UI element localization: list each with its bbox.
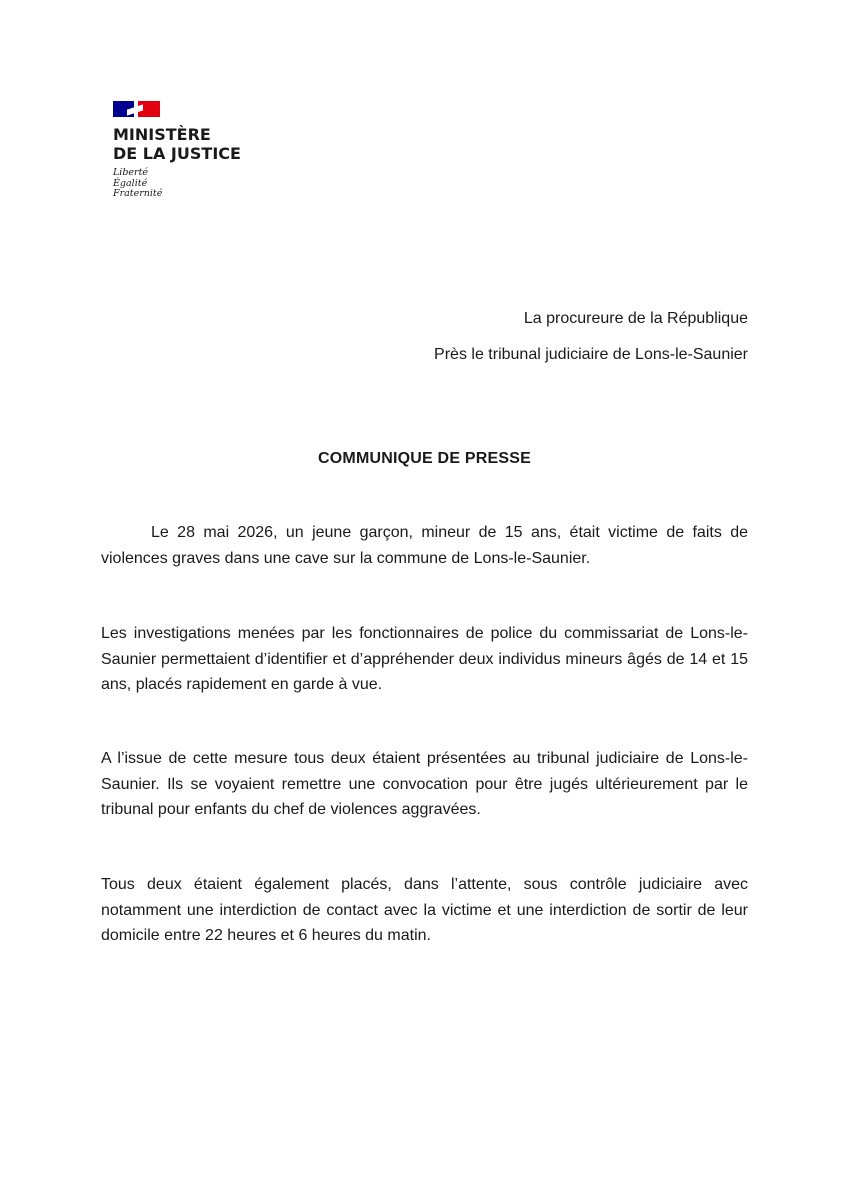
logo-title-line2: DE LA JUSTICE [113, 144, 241, 163]
sender-title: La procureure de la République [523, 310, 748, 327]
paragraph-2: Les investigations menées par les fonctionnaires de police du commissariat de Lons-le-Saunier permettaient d’identifier et d’appréhender deux individus mineurs âgés de 14 et 15 ans, placés rapidement en garde à vue. [101, 625, 748, 693]
logo-title-line1: MINISTÈRE [113, 125, 211, 144]
motto-liberte: Liberté [113, 167, 149, 178]
motto-egalite: Égalité [113, 177, 148, 189]
marianne-flag-icon [113, 101, 160, 117]
paragraph-3: A l’issue de cette mesure tous deux étaient présentées au tribunal judiciaire de Lons-le-Saunier. Ils se voyaient remettre une convocation pour être jugés ultérieurement par le tribunal pour enfants du chef de violences aggravées. [101, 750, 748, 818]
motto-fraternite: Fraternité [113, 188, 163, 199]
ministry-logo [113, 101, 273, 200]
logo-title [113, 125, 273, 163]
sender-court: Près le tribunal judiciaire de Lons-le-Saunier [434, 346, 748, 363]
paragraph-1: Le 28 mai 2026, un jeune garçon, mineur de 15 ans, était victime de faits de violences graves dans une cave sur la commune de Lons-le-Saunier. [101, 524, 748, 567]
document-title: COMMUNIQUE DE PRESSE [318, 450, 531, 467]
paragraph-4: Tous deux étaient également placés, dans l’attente, sous contrôle judiciaire avec notamment une interdiction de contact avec la victime et une interdiction de sortir de leur domicile entre 22 heures et 6 heures du matin. [101, 876, 748, 944]
logo-motto [113, 168, 273, 200]
